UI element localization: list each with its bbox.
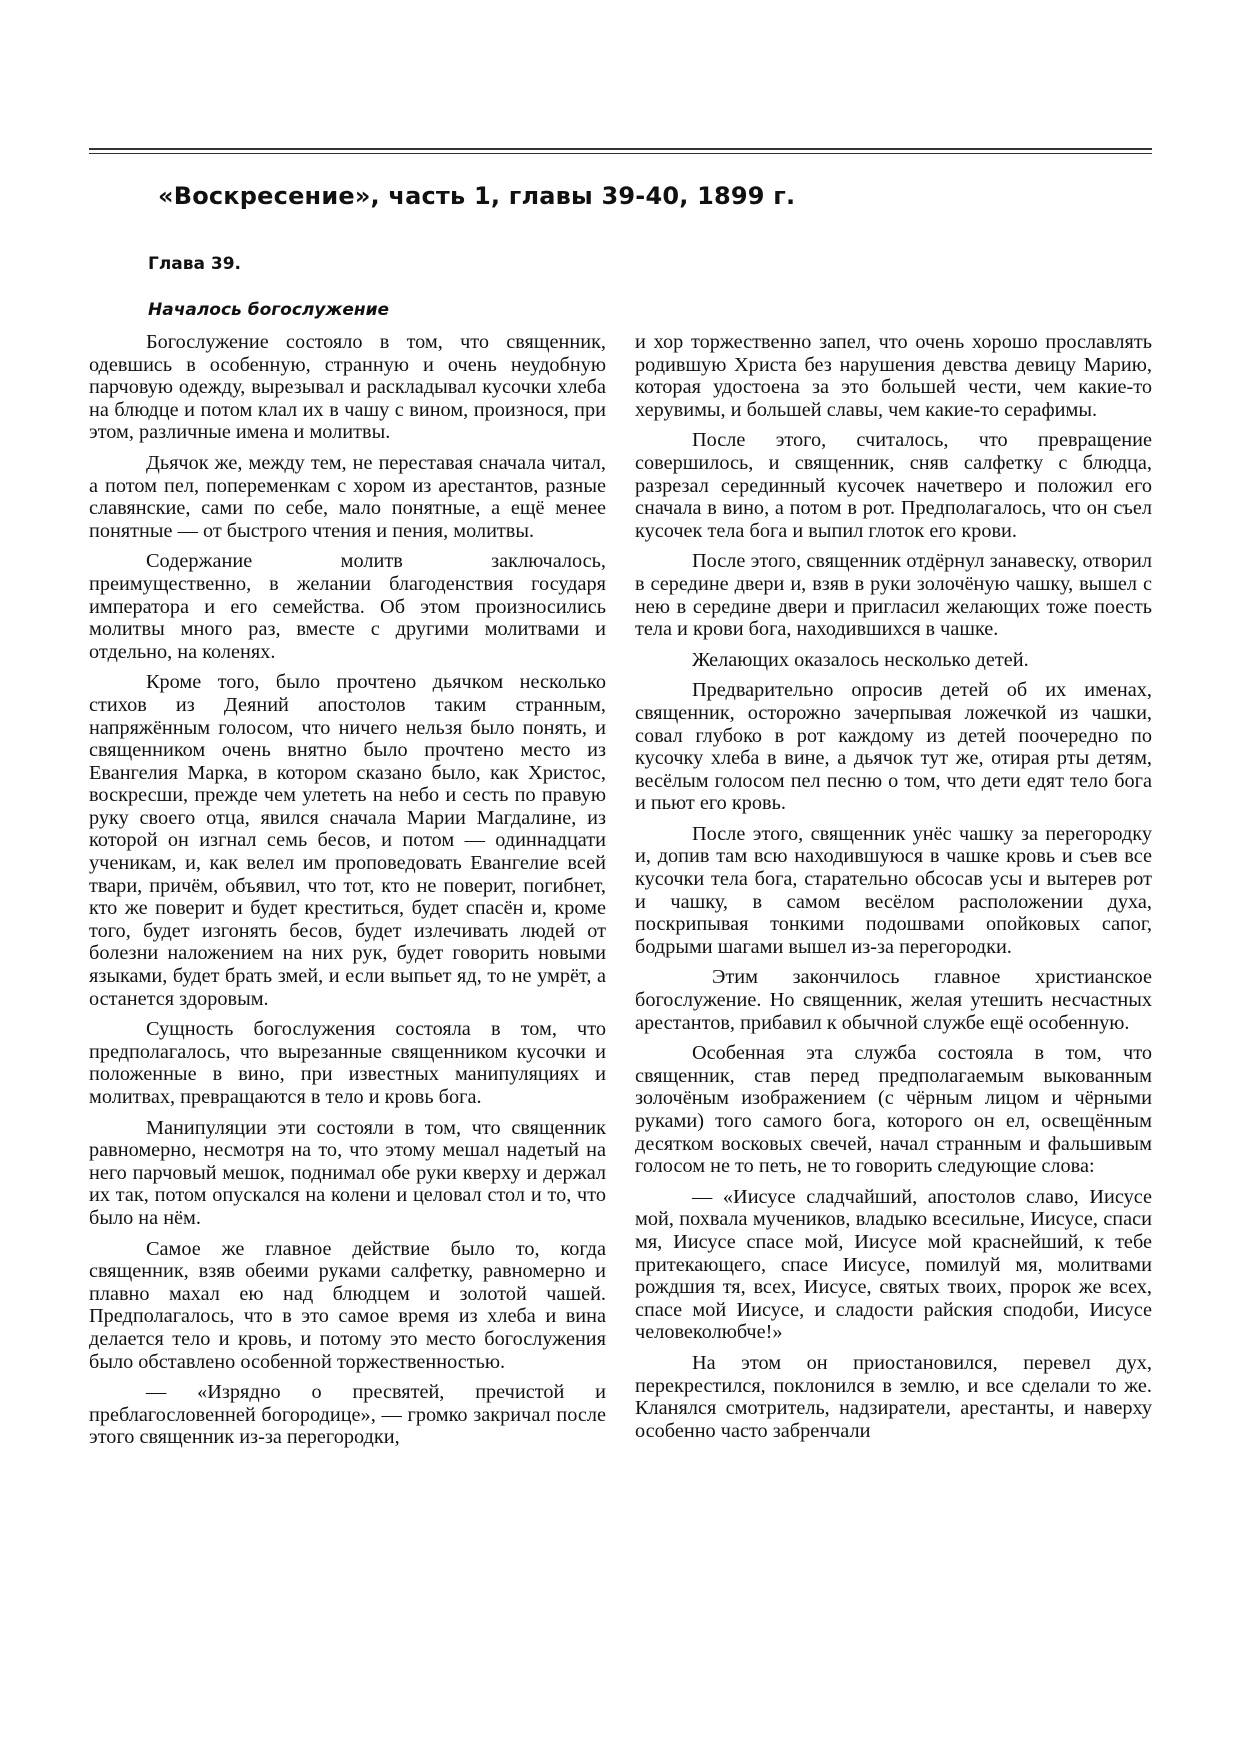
- paragraph: Богослужение состояло в том, что священник, одевшись в особенную, странную и очень неудобную парчовую одежду, вырезывал и раскладывал кусочки хлеба на блюдце и потом клал их в чашу с вином, произнося, при этом, различные имена и молитвы.: [89, 331, 606, 444]
- paragraph: Желающих оказалось несколько детей.: [692, 648, 1029, 671]
- top-rule-thin: [89, 153, 1152, 154]
- paragraph: и хор торжественно запел, что очень хорошо прославлять родившую Христа без нарушения девства девицу Марию, которая удостоена за это большей чести, чем какие-то херувимы, и большей славы, чем какие-то серафимы.: [635, 331, 1152, 421]
- chapter-heading: Глава 39.: [148, 254, 242, 274]
- section-subheading: Началось богослужение: [148, 300, 390, 320]
- paragraph: Предварительно опросив детей об их именах, священник, осторожно зачерпывая ложечкой из чашки, совал глубоко в рот каждому из детей поочередно по кусочку хлеба в вине, а дьячок тут же, отирая рты детям, весёлым голосом пел песню о том, что дети едят тело бога и пьют его кровь.: [635, 679, 1152, 815]
- paragraph: Самое же главное действие было то, когда священник, взяв обеими руками салфетку, равномерно и плавно махал ею над блюдцем и золотой чашей. Предполагалось, что в это самое время из хлеба и вина делается тело и кровь, и потому это место богослужения было обставлено особенной торжественностью.: [89, 1237, 606, 1373]
- paragraph: После этого, священник унёс чашку за перегородку и, допив там всю находившуюся в чашке кровь и съев все кусочки тела бога, старательно обсосав усы и вытерев рот и чашку, в самом весёлом расположении духа, поскрипывая тонкими подошвами опойковых сапог, бодрыми шагами вышел из-за перегородки.: [635, 822, 1152, 958]
- paragraph: Этим закончилось главное христианское богослужение. Но священник, желая утешить несчастных арестантов, прибавил к обычной службе ещё особенную.: [635, 966, 1152, 1034]
- paragraph: Кроме того, было прочтено дьячком несколько стихов из Деяний апостолов таким странным, напряжённым голосом, что ничего нельзя было понять, и священником очень внятно было прочтено место из Евангелия Марка, в котором сказано было, как Христос, воскресши, прежде чем улететь на небо и сесть по правую руку своего отца, явился сначала Марии Магдалине, из которой он изгнал семь бесов, и потом — одиннадцати ученикам, и, как велел им проповедовать Евангелие всей твари, причём, объявил, что тот, кто не поверит, погибнет, кто же поверит и будет креститься, будет спасён и, кроме того, будет изгонять бесов, будет излечивать людей от болезни наложением на них рук, будет говорить новыми языками, будет брать змей, и если выпьет яд, то не умрёт, а останется здоровым.: [89, 671, 606, 1010]
- text-column-left: [89, 331, 606, 1457]
- paragraph: Манипуляции эти состояли в том, что священник равномерно, несмотря на то, что этому мешал надетый на него парчовый мешок, поднимал обе руки кверху и держал их так, потом опускался на колени и целовал стол и то, что было на нём.: [89, 1116, 606, 1229]
- paragraph: После этого, считалось, что превращение совершилось, и священник, сняв салфетку с блюдца, разрезал серединный кусочек начетверо и положил его сначала в вино, а потом в рот. Предполагалось, что он съел кусочек тела бога и выпил глоток его крови.: [635, 429, 1152, 542]
- text-column-right: [635, 331, 1152, 1450]
- paragraph: Содержание молитв заключалось, преимущественно, в желании благоденствия государя императора и его семейства. Об этом произносились молитвы много раз, вместе с другими молитвами и отдельно, на коленях.: [89, 550, 606, 663]
- paragraph: — «Иисусе сладчайший, апостолов славо, Иисусе мой, похвала мучеников, владыко всесильне, Иисусе, спаси мя, Иисусе спасе мой, Иисусе мой краснейший, к тебе притекающего, спасе Иисусе, помилуй мя, молитвами рождшия тя, всех, Иисусе, святых твоих, пророк же всех, спасе мой Иисусе, и сладости райския сподоби, Иисусе человеколюбче!»: [635, 1185, 1152, 1344]
- top-rule: [89, 148, 1152, 150]
- paragraph: Особенная эта служба состояла в том, что священник, став перед предполагаемым выкованным золочёным изображением (с чёрным лицом и чёрными руками) того самого бога, которого он ел, освещённым десятком восковых свечей, начал странным и фальшивым голосом не то петь, не то говорить следующие слова:: [635, 1042, 1152, 1178]
- paragraph: Дьячок же, между тем, не переставая сначала читал, а потом пел, попеременкам с хором из арестантов, разные славянские, сами по себе, мало понятные, а ещё менее понятные — от быстрого чтения и пения, молитвы.: [89, 451, 606, 542]
- page-title: «Воскресение», часть 1, главы 39-40, 1899 г.: [158, 182, 796, 210]
- paragraph: — «Изрядно о пресвятей, пречистой и преблагословенней богородице», — громко закричал после этого священник из-за перегородки,: [89, 1381, 606, 1449]
- paragraph: Сущность богослужения состояла в том, что предполагалось, что вырезанные священником кусочки и положенные в вино, при известных манипуляциях и молитвах, превращаются в тело и кровь бога.: [89, 1018, 606, 1108]
- paragraph: На этом он приостановился, перевел дух, перекрестился, поклонился в землю, и все сделали то же. Кланялся смотритель, надзиратели, арестанты, и наверху особенно часто забренчали: [635, 1351, 1152, 1442]
- paragraph: После этого, священник отдёрнул занавеску, отворил в середине двери и, взяв в руки золочёную чашку, вышел с нею в середине двери и пригласил желающих тоже поесть тела и крови бога, находившихся в чашке.: [635, 550, 1152, 641]
